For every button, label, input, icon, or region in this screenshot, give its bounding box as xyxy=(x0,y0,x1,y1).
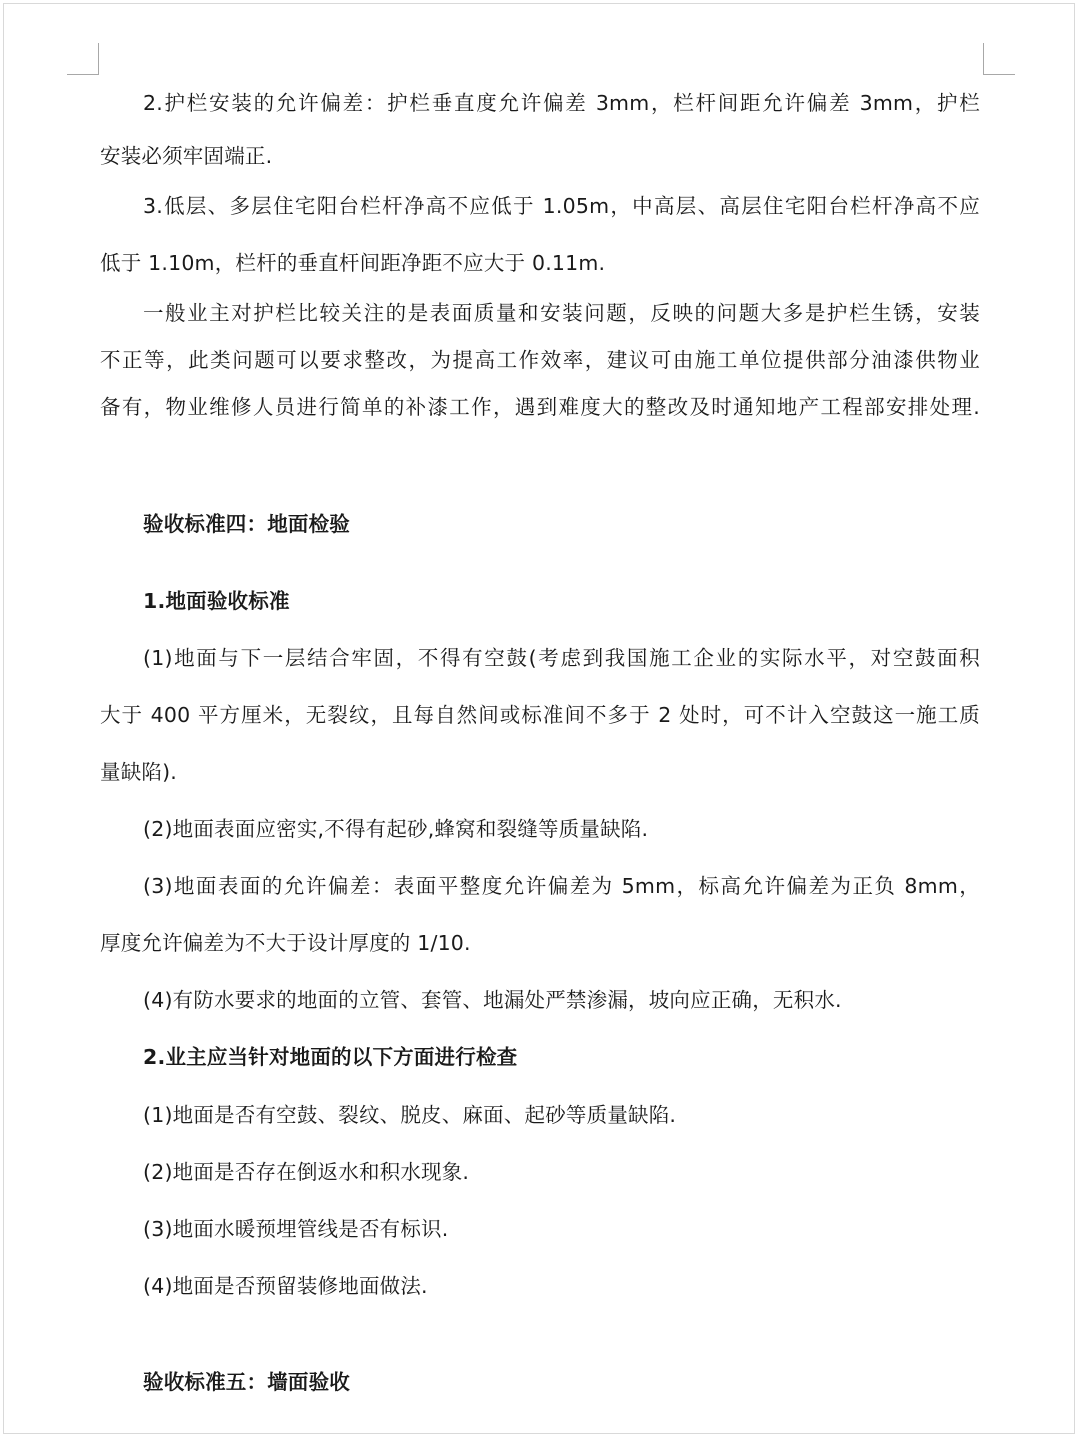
text-line-balcony-height: 3.低层、多层住宅阳台栏杆净高不应低于 1.05m，中高层、高层住宅阳台栏杆净高不应 xyxy=(143,194,980,218)
text-line-floor-item-3: (3)地面表面的允许偏差：表面平整度允许偏差为 5mm，标高允许偏差为正负 8mm， xyxy=(143,874,980,898)
text-line-floor-item-1: (1)地面与下一层结合牢固，不得有空鼓(考虑到我国施工企业的实际水平，对空鼓面积 xyxy=(143,646,980,670)
text-line-check-item-1: (1)地面是否有空鼓、裂纹、脱皮、麻面、起砂等质量缺陷. xyxy=(143,1103,677,1127)
text-line-floor-item-3-cont: 厚度允许偏差为不大于设计厚度的 1/10. xyxy=(100,931,471,955)
subheading-floor-acceptance-standard: 1.地面验收标准 xyxy=(143,589,290,613)
margin-corner-top-right xyxy=(983,43,1015,75)
text-line-check-item-4: (4)地面是否预留装修地面做法. xyxy=(143,1274,428,1298)
section-heading-wall-inspection: 验收标准五：墙面验收 xyxy=(143,1370,350,1394)
text-line-check-item-3: (3)地面水暖预埋管线是否有标识. xyxy=(143,1217,449,1241)
text-line-railing-tolerance: 2.护栏安装的允许偏差：护栏垂直度允许偏差 3mm，栏杆间距允许偏差 3mm，护栏 xyxy=(143,91,980,115)
text-line-check-item-2: (2)地面是否存在倒返水和积水现象. xyxy=(143,1160,470,1184)
text-line-floor-item-1-cont: 大于 400 平方厘米，无裂纹，且每自然间或标准间不多于 2 处时，可不计入空鼓这一施工质 xyxy=(100,703,980,727)
margin-corner-top-left xyxy=(67,43,99,75)
text-line-floor-item-1-end: 量缺陷). xyxy=(100,760,178,784)
text-line-owner-concern-1: 一般业主对护栏比较关注的是表面质量和安装问题，反映的问题大多是护栏生锈，安装 xyxy=(143,301,980,325)
text-line-floor-item-2: (2)地面表面应密实,不得有起砂,蜂窝和裂缝等质量缺陷. xyxy=(143,817,649,841)
section-heading-floor-inspection: 验收标准四：地面检验 xyxy=(143,512,350,536)
text-line-railing-tolerance-cont: 安装必须牢固端正. xyxy=(100,144,273,168)
text-line-floor-item-4: (4)有防水要求的地面的立管、套管、地漏处严禁渗漏，坡向应正确，无积水. xyxy=(143,988,842,1012)
text-line-balcony-height-cont: 低于 1.10m，栏杆的垂直杆间距净距不应大于 0.11m. xyxy=(100,251,606,275)
text-line-owner-concern-2: 不正等，此类问题可以要求整改，为提高工作效率，建议可由施工单位提供部分油漆供物业 xyxy=(100,348,980,372)
subheading-owner-checks: 2.业主应当针对地面的以下方面进行检查 xyxy=(143,1045,518,1069)
text-line-owner-concern-3: 备有，物业维修人员进行简单的补漆工作，遇到难度大的整改及时通知地产工程部安排处理. xyxy=(100,395,980,419)
